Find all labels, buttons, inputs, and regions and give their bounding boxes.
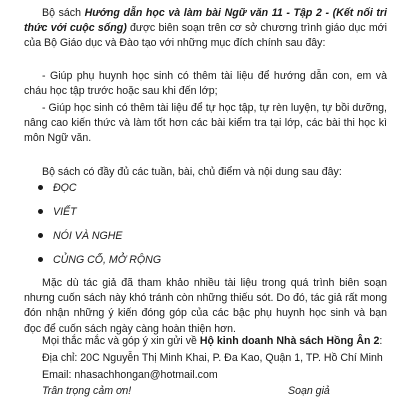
email-line [24, 368, 387, 383]
intro-rest: được biên soạn trên cơ sở chương trình giáo dục mới của Bộ Giáo dục và Đào tạo với những mục đích chính sau đây: [24, 22, 387, 50]
intro-lead: Bộ sách [42, 7, 85, 19]
section-item-viet: VIẾT [38, 205, 77, 220]
purpose-item-2: - Giúp học sinh có thêm tài liệu để tự học tập, tự rèn luyện, tự bồi dưỡng, nâng cao kiến thức và làm tốt hơn các bài kiểm tra tại lớp, các bài thi học kì môn Ngữ văn. [24, 102, 387, 145]
signature: Soạn giả [288, 385, 330, 397]
section-item-cung-co: CỦNG CỐ, MỞ RỘNG [38, 253, 161, 268]
address-value: 20C Nguyễn Thị Minh Khai, P. Đa Kao, Quận 1, TP. Hồ Chí Minh [80, 352, 383, 364]
book-title: Hướng dẫn học và làm bài Ngữ văn 11 - Tập 2 - (Kết nối tri thức với cuộc sống) [24, 7, 387, 35]
address-label: Địa chỉ: [42, 352, 81, 364]
email-label: Email: [42, 369, 75, 381]
bullet-dot-icon [38, 185, 43, 190]
email-address[interactable]: nhasachhongan@hotmail.com [74, 369, 218, 381]
content-intro: Bộ sách có đầy đủ các tuần, bài, chủ điểm và nội dung sau đây: [42, 166, 342, 178]
section-item-doc: ĐỌC [38, 181, 77, 196]
thanks-line: Trân trọng cảm ơn! [42, 385, 132, 397]
address-line [24, 351, 387, 366]
intro-paragraph [24, 6, 387, 52]
contact-lead: Mọi thắc mắc và góp ý xin gửi về [42, 335, 200, 347]
bullet-dot-icon [38, 233, 43, 238]
section-item-noi-va-nghe: NÓI VÀ NGHE [38, 229, 122, 244]
apology-paragraph: Mặc dù tác giả đã tham khảo nhiều tài liệu trong quá trình biên soạn nhưng cuốn sách này khó tránh còn những thiếu sót. Do đó, tác giả rất mong đón nhận những ý kiến đóng góp của các bậc phụ huynh học sinh và bạn đọc để cuốn sách ngày càng hoàn thiện hơn. [24, 277, 387, 335]
bullet-dot-icon [38, 257, 43, 262]
bullet-dot-icon [38, 209, 43, 214]
purpose-item-1: - Giúp phụ huynh học sinh có thêm tài liệu để hướng dẫn con, em và cháu học tập trước hoặc sau khi đến lớp; [24, 70, 387, 98]
company-name: Hộ kinh doanh Nhà sách Hồng Ân 2 [199, 335, 380, 347]
contact-line: Mọi thắc mắc và góp ý xin gửi về Hộ kinh doanh Nhà sách Hồng Ân 2: [42, 335, 383, 347]
